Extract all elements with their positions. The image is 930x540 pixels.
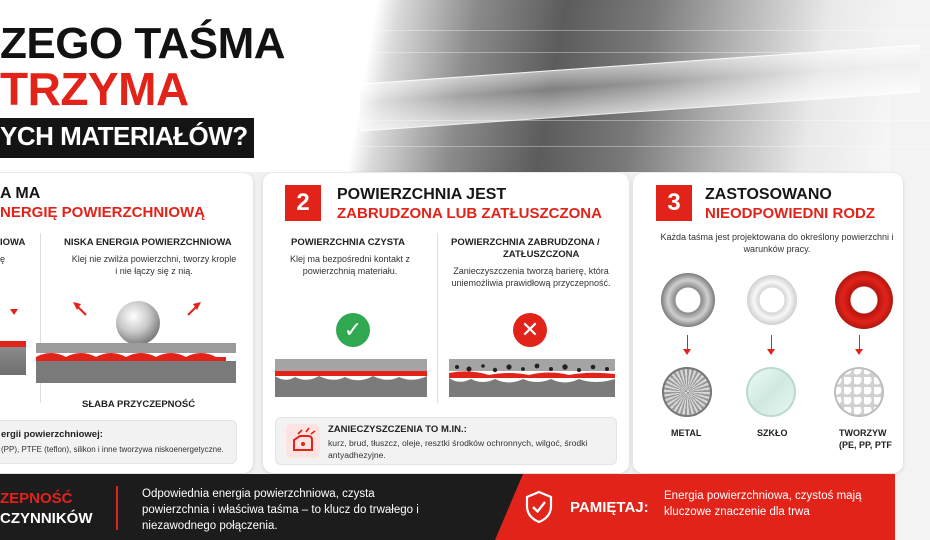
metal-sample bbox=[662, 367, 712, 417]
card1-right-text: Klej nie zwilża powierzchni, tworzy krople i nie łączy się z nią. bbox=[71, 254, 237, 277]
arrow-down-icon bbox=[683, 349, 691, 355]
shield-check-icon bbox=[524, 490, 554, 524]
silver-tape-roll bbox=[661, 273, 715, 327]
plastic-sample bbox=[834, 367, 884, 417]
cross-icon: ✕ bbox=[513, 313, 547, 347]
card2-heading-line1: POWIERZCHNIA JEST bbox=[337, 186, 507, 203]
card3-number: 3 bbox=[656, 185, 692, 221]
check-icon: ✓ bbox=[336, 313, 370, 347]
footer-left-line1: ZEPNOŚĆ bbox=[0, 490, 73, 507]
arrow-down-icon bbox=[10, 309, 18, 315]
clean-surface-illustration bbox=[275, 359, 427, 397]
card2-heading-line2: ZABRUDZONA LUB ZATŁUSZCZONA bbox=[337, 205, 602, 222]
card2-info-text: kurz, brud, tłuszcz, oleje, resztki środków ochronnych, wilgoć, środki antyadhezyjne. bbox=[328, 438, 588, 460]
card3-heading-line2: NIEODPOWIEDNI RODZ bbox=[705, 205, 876, 222]
card-low-energy bbox=[0, 173, 253, 473]
arrow-down-icon bbox=[855, 349, 863, 355]
hero-title-line3: YCH MATERIAŁÓW? bbox=[0, 118, 254, 158]
card-dirty-surface bbox=[263, 173, 629, 473]
red-tape-roll bbox=[835, 271, 893, 329]
footer-left-line2: CZYNNIKÓW bbox=[0, 510, 93, 527]
white-tape-roll bbox=[747, 275, 797, 325]
footer-middle-text: Odpowiednia energia powierzchniowa, czysta powierzchnia i właściwa taśma – to klucz do trwałego i niezawodnego połączenia. bbox=[142, 488, 419, 533]
card3-text: Każda taśma jest projektowana do określony powierzchni i warunków pracy. bbox=[660, 232, 894, 255]
card2-divider bbox=[437, 233, 438, 403]
material-label-plastic: TWORZYW bbox=[839, 428, 887, 438]
material-label-plastic-types: (PE, PP, PTF bbox=[839, 440, 892, 450]
card2-left-subheading: POWIERZCHNIA CZYSTA bbox=[291, 237, 405, 248]
card1-left-text: ę bbox=[0, 254, 6, 264]
dirty-surface-illustration bbox=[449, 359, 615, 397]
card1-left-adhesive bbox=[0, 341, 26, 347]
card2-right-text: Zanieczyszczenia tworzą barierę, która uniemożliwia prawidłową przyczepność. bbox=[451, 266, 611, 289]
card2-info-box bbox=[275, 417, 617, 465]
card1-info-box bbox=[0, 420, 237, 464]
card2-right-subheading-1: POWIERZCHNIA ZABRUDZONA / bbox=[451, 237, 600, 248]
card-wrong-tape bbox=[633, 173, 903, 473]
hero-section bbox=[0, 0, 880, 172]
hero-title-line1: ZEGO TAŚMA bbox=[0, 19, 286, 68]
card2-number: 2 bbox=[285, 185, 321, 221]
card1-right-subheading: NISKA ENERGIA POWIERZCHNIOWA bbox=[64, 237, 232, 248]
card2-right-subheading-2: ZATŁUSZCZONA bbox=[503, 249, 580, 260]
material-label-metal: METAL bbox=[671, 428, 702, 438]
card1-heading-line2: NERGIĘ POWIERZCHNIOWĄ bbox=[0, 204, 205, 221]
footer-remember-text: Energia powierzchniowa, czystoś mają kluczowe znaczenie dla trwa bbox=[664, 490, 862, 519]
arrow-down-icon bbox=[767, 349, 775, 355]
card3-heading-line1: ZASTOSOWANO bbox=[705, 186, 832, 203]
adhesive-droplet-illustration bbox=[76, 283, 236, 383]
material-label-glass: SZKŁO bbox=[757, 428, 788, 438]
cleaning-hand-icon bbox=[286, 424, 320, 458]
card2-left-text: Klej ma bezpośredni kontakt z powierzchnią materiału. bbox=[289, 254, 411, 277]
footer-divider bbox=[116, 486, 118, 530]
footer-remember-label: PAMIĘTAJ: bbox=[570, 499, 649, 516]
card1-left-surface bbox=[0, 345, 26, 375]
card1-info-title: ergii powierzchniowej: bbox=[1, 429, 103, 440]
card1-left-subheading: IOWA bbox=[0, 237, 26, 248]
glass-sample bbox=[746, 367, 796, 417]
card1-info-text: (PP), PTFE (teflon), silikon i inne tworzywa niskoenergetyczne. bbox=[1, 445, 224, 454]
hero-title-line2: TRZYMA bbox=[0, 63, 189, 115]
card1-caption: SŁABA PRZYCZEPNOŚĆ bbox=[82, 399, 196, 410]
card2-info-title: ZANIECZYSZCZENIA TO M.IN.: bbox=[328, 424, 467, 435]
card1-heading-line1: A MA bbox=[0, 185, 41, 202]
